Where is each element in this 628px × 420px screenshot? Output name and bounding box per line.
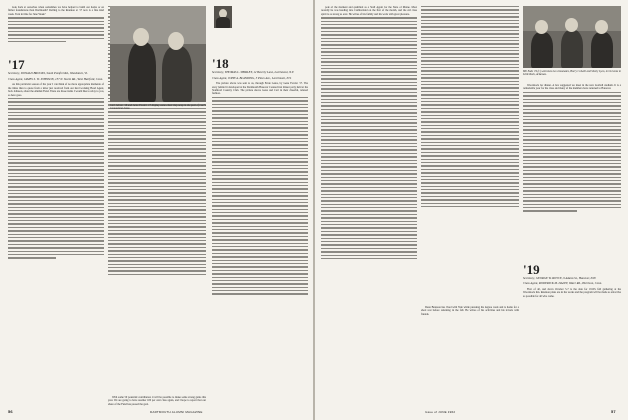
class-1917-agent: Class Agent, JAMES S. W. JOHNSON, 137 N. Steele Rd., West Hartford, Conn. [8, 76, 104, 81]
class-1917-label: '17 [8, 57, 25, 73]
right-column-3-text: Woodstock for dinner. A few suggested we meet in the new football stadium. It is a remarkable year for the class and many of the members have returned to Hanover. [523, 84, 621, 91]
left-column-2-text: With some 50 potential contributors it will be possible to make some strong gains this year. We are going to have another 100 per cent class again, and I hope to report that our share of the Fund has passed the goal. [108, 396, 206, 406]
photo-eads-classmates [523, 6, 621, 68]
class-1917-body: As this particular season of the year I can think of no more appropriate memento of the times than to quote from a letter just received from our hard working Head Agent, Jack Johnson, about the Alumni Fund. There are those items I would like to relay to you, so here goes. [8, 83, 104, 97]
photo-caption-eads: Bill Eads '19 (l.) welcomes two classmates, Harry Colwell and Shorty Lyon, to his home in Little Rock, Arkansas. [523, 70, 621, 77]
class-1918-body: The picture above was sent to us, through Ernie Gates, by Gene Fowler '17. The story behind it developed at the Dartmouth Hanover Connecticut dinner party held at the Stamford Country Club. The picture shows Gene and Carl in their cheerful, relaxed fashion. [212, 82, 308, 96]
right-column-4 [523, 84, 621, 299]
class-1919-agent: Class Agent, RODERICK M. DALEY, Water Rd., Harrison, Conn. [523, 281, 602, 286]
class-1918-agent: Class Agent, JOHN A. BLANDING, 3 Pines Ave., Larchmont, N.Y. [212, 75, 292, 80]
class-1919-label: '19 [523, 261, 540, 277]
text-lines [8, 17, 104, 57]
right-column-2-text: Dean Brunson has lived with Yale while pursuing his degree work and is home for a short rest before returning in the fall. He writes of his activities and his travels with friends. [421, 306, 519, 316]
left-column-4 [212, 6, 308, 387]
text-lines [321, 17, 417, 387]
class-1917-secretary: Secretary, DONALD BROOKS, South Pomfret Rd., Woodstock, Vt. [8, 71, 88, 76]
class-1918-label: '18 [212, 56, 229, 71]
right-column-2 [421, 6, 519, 317]
portrait-photo [214, 6, 232, 28]
text-lines [421, 6, 519, 306]
right-footer-title: Issue of JUNE 1962 [425, 410, 456, 414]
left-column-1 [8, 6, 104, 328]
right-page [315, 0, 628, 420]
right-column-1-text: pole of the moment and qualified as a Staff Agent for the State of Maine. Most recently he was heading into Cumberland on the first of the month, and the old class spirit is as strong as ever. He writes of his family and his work with great pleasure. [321, 6, 417, 16]
page-number-left: 56 [8, 409, 13, 414]
class-1918-secretary: Secretary, THOMAS L. SHIRLEY, 12 Beverly Lane, Larchmont, N.Y. [212, 70, 294, 74]
page-number-right: 57 [611, 409, 616, 414]
text-lines [212, 97, 308, 387]
left-footer-title: DARTMOUTH ALUMNI MAGAZINE [150, 410, 203, 414]
photo-caption-glover-fowler: Carl Glover '18 and Gene Fowler '17 display some cheer they keep in the pool of Carl's Connecticut home. [110, 104, 206, 111]
right-footer [611, 409, 616, 414]
intro-paragraph: look back at ourselves when sometimes we have helped to build our home or on firmer foundations than Dartmouth? Rolling to the Reunion at '17 now is a fine kind week. Turn in time for June Week? [8, 6, 104, 16]
left-footer [8, 409, 13, 414]
class-1919-secretary: Secretary, GEORGE W. ROYCE, 9 Adams St., Hanover, N.H. [523, 275, 597, 280]
left-page [0, 0, 313, 420]
class-1919-body: First of all, and down October 5-7 is the date for 1919's full gathering at the Woodstock Inn. Reunion plans are in the works and the program will be made as attractive as possible for all who come. [523, 288, 621, 298]
text-lines [8, 98, 104, 328]
text-lines [523, 92, 621, 262]
photo-glover-fowler [110, 6, 206, 102]
right-column-1 [321, 6, 417, 387]
